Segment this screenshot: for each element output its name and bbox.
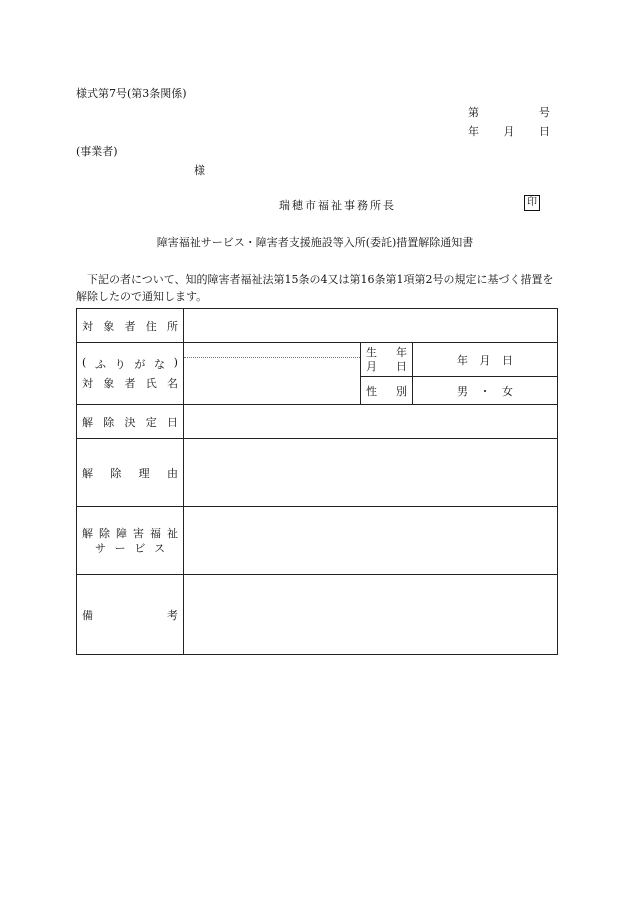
date-day: 日	[539, 125, 550, 138]
row-remarks	[77, 575, 558, 655]
furigana-label: ( ふ り が な )	[82, 356, 178, 371]
name-field[interactable]	[184, 343, 361, 405]
recipient-label: (事業者)	[76, 145, 118, 158]
row-name-birth	[77, 343, 558, 377]
date-year: 年	[468, 125, 479, 138]
remarks-label: 備 考	[77, 575, 184, 655]
service-field[interactable]	[184, 507, 558, 575]
document-number	[468, 104, 550, 120]
date-month: 月	[503, 125, 515, 138]
intro-text: 下記の者について、知的障害者福祉法第15条の4又は第16条第1項第2号の規定に基づく措置を解除したので通知します。	[76, 273, 554, 303]
sex-label: 性 別	[361, 377, 413, 405]
sex-female[interactable]: 女	[502, 384, 513, 398]
issue-date	[468, 123, 550, 139]
sex-male[interactable]: 男	[457, 384, 468, 398]
reason-label: 解 除 理 由	[77, 439, 184, 507]
furigana-line[interactable]	[184, 343, 360, 358]
row-address	[77, 309, 558, 343]
name-label	[77, 343, 184, 405]
form-number: 様式第7号(第3条関係)	[76, 87, 187, 100]
row-decision-date	[77, 405, 558, 439]
birth-label: 生 年 月 日	[361, 343, 413, 377]
honorific: 様	[194, 164, 205, 177]
remarks-field[interactable]	[184, 575, 558, 655]
row-service	[77, 507, 558, 575]
reason-field[interactable]	[184, 439, 558, 507]
birth-date-field[interactable]: 年 月 日	[413, 343, 558, 377]
decision-date-label: 解 除 決 定 日	[77, 405, 184, 439]
doc-no-suffix: 号	[539, 106, 550, 119]
service-label: 解 除 障 害 福 祉 サ ー ビ ス	[77, 507, 184, 575]
row-reason	[77, 439, 558, 507]
name-label-text: 対 象 者 氏 名	[82, 377, 178, 390]
issuer: 瑞穂市福祉事務所長	[279, 199, 396, 212]
address-field[interactable]	[184, 309, 558, 343]
sex-field[interactable]: 男 ・ 女	[413, 377, 558, 405]
address-label: 対 象 者 住 所	[77, 309, 184, 343]
doc-no-prefix: 第	[468, 106, 479, 119]
document-title: 障害福祉サービス・障害者支援施設等入所(委託)措置解除通知書	[156, 236, 474, 249]
seal-mark: 印	[524, 195, 540, 211]
decision-date-field[interactable]	[184, 405, 558, 439]
form-table	[76, 308, 558, 655]
